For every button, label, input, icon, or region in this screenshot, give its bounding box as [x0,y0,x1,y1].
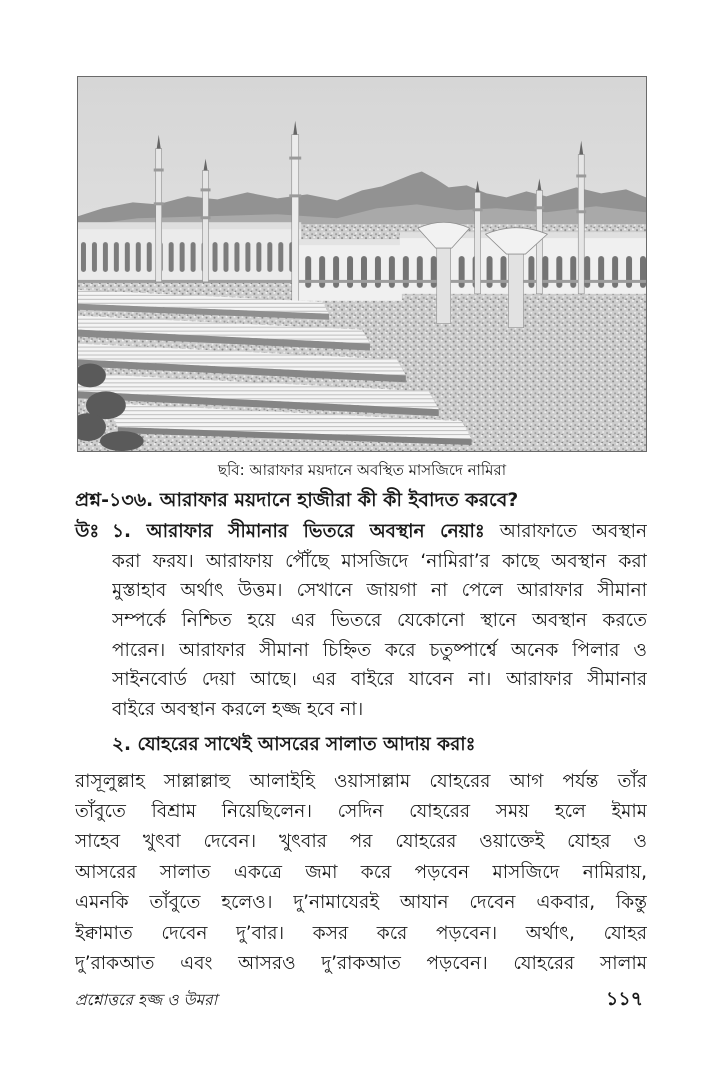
page-number: ১১৭ [605,988,643,1010]
paragraph-line: তাঁবুতে বিশ্রাম নিয়েছিলেন। সেদিন যোহরের সময় হলে ইমাম [75,801,647,822]
point-1-heading: ১. আরাফার সীমানার ভিতরে অবস্থান নেয়াঃ [112,521,485,542]
paragraph-line: সাইনবোর্ড দেয়া আছে। এর বাইরে যাবেন না। আরাফার সীমানার [112,669,647,690]
question-heading: প্রশ্ন-১৩৬. আরাফার ময়দানে হাজীরা কী কী ইবাদত করবে? [75,489,519,511]
paragraph-line: পারেন। আরাফার সীমানা চিহ্নিত করে চতুষ্পার্শ্বে অনেক পিলার ও [112,640,647,661]
paragraph-line: সাহেব খুৎবা দেবেন। খুৎবার পর যোহরের ওয়াক্তেই যোহর ও [75,831,647,852]
point-2-heading: ২. যোহরের সাথেই আসরের সালাত আদায় করাঃ [112,734,476,755]
point-1-text: আরাফাতে অবস্থান [499,521,647,542]
paragraph-line [112,517,647,547]
paragraph-line: দু’রাকআত এবং আসরও দু’রাকআত পড়বেন। যোহরের সালাম [75,953,647,974]
running-footer-title: প্রশ্নোত্তরে হজ্জ ও উমরা [75,991,218,1009]
mosque-photo [77,76,647,452]
paragraph-line: রাসূলুল্লাহ সাল্লাল্লাহু আলাইহি ওয়াসাল্লাম যোহরের আগ পর্যন্ত তাঁর [75,771,647,792]
answer-label: উঃ [75,521,100,542]
paragraph-line: আসরের সালাত একত্রে জমা করে পড়বেন মাসজিদে নামিরায়, [75,862,647,883]
paragraph-line: বাইরে অবস্থান করলে হজ্জ হবে না। [112,699,364,720]
paragraph-line: ইক্বামাত দেবেন দু’বার। কসর করে পড়বেন। অর্থাৎ, যোহর [75,923,647,944]
figure-caption: ছবি: আরাফার ময়দানে অবস্থিত মাসজিদে নামিরা [217,461,507,479]
paragraph-line: করা ফরয। আরাফায় পৌঁছে মাসজিদে ‘নামিরা’র কাছে অবস্থান করা [112,551,647,572]
photo-drawing [78,77,646,451]
paragraph-line: মুস্তাহাব অর্থাৎ উত্তম। সেখানে জায়গা না পেলে আরাফার সীমানা [112,580,647,601]
paragraph-line: সম্পর্কে নিশ্চিত হয়ে এর ভিতরে যেকোনো স্থানে অবস্থান করতে [112,610,647,631]
paragraph-line: এমনকি তাঁবুতে হলেও। দু’নামাযেরই আযান দেবেন একবার, কিন্তু [75,892,647,913]
